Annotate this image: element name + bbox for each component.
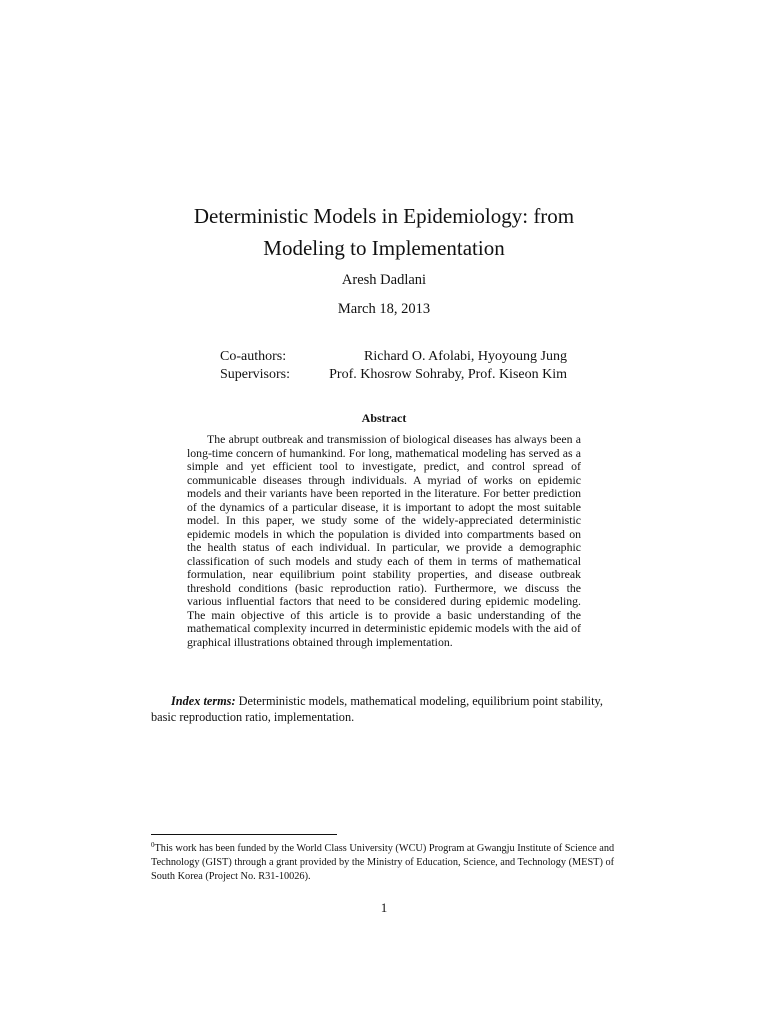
index-terms [151,693,617,725]
title-line-2: Modeling to Implementation [263,236,505,260]
coauthors-row [220,348,567,366]
title-line-1: Deterministic Models in Epidemiology: from [193,204,575,228]
supervisors-label: Supervisors: [220,367,290,382]
index-terms-label: Index terms: [171,694,236,708]
footnote-text: This work has been funded by the World Class University (WCU) Program at Gwangju Institute of Science and Technology (GIST) through a grant provided by the Ministry of Education, Science, and Technology (MEST) of South Korea (Project No. R31-10026). [151,843,615,882]
author-name: Aresh Dadlani [341,272,427,288]
publication-date: March 18, 2013 [337,301,431,317]
footnote [151,838,617,884]
page-number: 1 [380,900,388,915]
footnote-mark: 0 [151,841,155,849]
coauthors-label: Co-authors: [220,349,287,364]
supervisors-names: Prof. Khosrow Sohraby, Prof. Kiseon Kim [329,367,567,382]
supervisors-row [220,366,567,384]
index-terms-text: Deterministic models, mathematical modeling, equilibrium point stability, basic reproduction ratio, implementation. [151,694,603,724]
paper-title [100,200,668,264]
abstract-heading: Abstract [361,411,407,425]
credits-block [220,348,567,384]
coauthors-names: Richard O. Afolabi, Hyoyoung Jung [364,349,567,364]
abstract-text: The abrupt outbreak and transmission of biological diseases has always been a long-time concern of humankind. For long, mathematical modeling has served as a simple and yet efficient tool to investigate, predict, and control spread of communicable diseases through individuals. A myriad of works on epidemic models and their variants have been reported in the literature. For better prediction of the dynamics of a particular disease, it is important to adopt the most suitable model. In this paper, we study some of the widely-appreciated deterministic epidemic models in which the population is divided into compartments based on the health status of each individual. In particular, we provide a demographic classification of such models and study each of them in terms of mathematical formulation, near equilibrium point stability properties, and disease outbreak threshold conditions (basic reproduction ratio). Furthermore, we discuss the various influential factors that need to be considered during epidemic modeling. The main objective of this article is to provide a basic understanding of the mathematical complexity incurred in deterministic epidemic models with the aid of graphical illustrations obtained through implementation. [187,432,581,649]
footnote-rule [151,834,337,835]
